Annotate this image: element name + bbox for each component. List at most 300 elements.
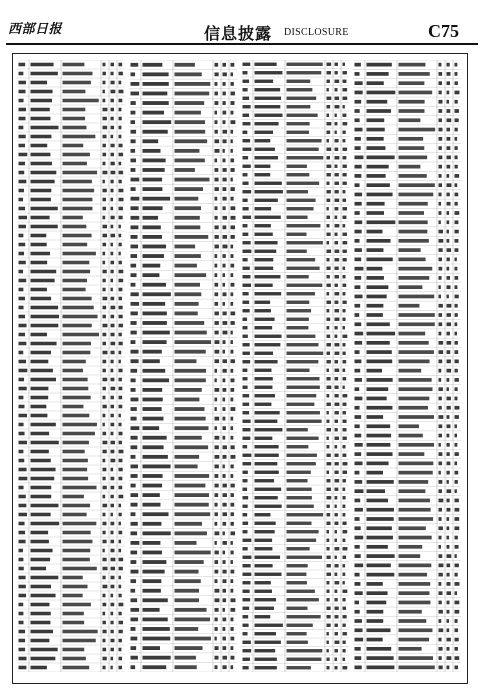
cell-text-mark (223, 321, 228, 325)
cell-text-mark (355, 258, 362, 262)
cell-text-mark (143, 178, 163, 182)
cell-text-mark (287, 454, 317, 457)
cell-text-mark (399, 443, 435, 447)
cell-text-mark (131, 560, 137, 564)
cell-text-mark (255, 148, 275, 151)
cell-text-mark (175, 111, 201, 115)
cell-text-mark (343, 267, 346, 270)
section-title-en: DISCLOSURE (284, 27, 349, 38)
cell-text-mark (243, 522, 249, 525)
cell-text-mark (103, 639, 106, 643)
cell-text-mark (439, 610, 443, 614)
cell-text-mark (367, 360, 393, 364)
cell-text-mark (327, 250, 332, 253)
cell-text-mark (63, 180, 92, 184)
cell-text-mark (455, 387, 458, 391)
cell-text-mark (31, 522, 60, 526)
cell-text-mark (63, 522, 97, 526)
cell-text-mark (327, 165, 332, 168)
cell-text-mark (143, 82, 169, 86)
cell-text-mark (355, 666, 362, 670)
cell-text-mark (243, 479, 248, 482)
cell-text-mark (175, 206, 202, 210)
cell-text-mark (175, 646, 203, 650)
cell-text-mark (175, 637, 211, 641)
cell-text-mark (327, 318, 331, 321)
cell-text-mark (447, 638, 451, 642)
column-cells (241, 60, 349, 672)
cell-text-mark (19, 576, 26, 580)
cell-text-mark (19, 513, 27, 517)
cell-text-mark (355, 313, 360, 317)
cell-text-mark (175, 82, 211, 86)
cell-text-mark (335, 462, 339, 465)
cell-text-mark (455, 610, 460, 614)
cell-text-mark (327, 301, 332, 304)
cell-text-mark (399, 183, 435, 187)
cell-text-mark (367, 118, 385, 122)
cell-text-mark (455, 526, 460, 530)
cell-text-mark (327, 309, 330, 312)
cell-text-mark (355, 156, 364, 160)
cell-text-mark (143, 311, 167, 315)
cell-text-mark (287, 462, 316, 465)
cell-text-mark (399, 480, 429, 484)
cell-text-mark (439, 573, 443, 577)
cell-text-mark (439, 591, 443, 595)
cell-text-mark (19, 81, 26, 85)
cell-text-mark (399, 601, 431, 605)
cell-text-mark (131, 245, 139, 249)
cell-text-mark (231, 292, 234, 296)
cell-text-mark (131, 311, 138, 315)
cell-text-mark (119, 648, 122, 652)
cell-text-mark (343, 403, 347, 406)
cell-text-mark (335, 275, 339, 278)
cell-text-mark (119, 135, 122, 139)
cell-text-mark (335, 139, 339, 142)
cell-text-mark (231, 72, 234, 76)
cell-text-mark (223, 187, 227, 191)
cell-text-mark (367, 582, 383, 586)
cell-text-mark (231, 398, 234, 402)
cell-text-mark (223, 292, 227, 296)
cell-text-mark (327, 88, 329, 91)
cell-text-mark (31, 144, 48, 148)
cell-text-mark (355, 443, 363, 447)
cell-text-mark (31, 648, 58, 652)
cell-text-mark (103, 468, 107, 472)
cell-text-mark (103, 135, 107, 139)
cell-text-mark (343, 114, 347, 117)
cell-text-mark (119, 423, 122, 427)
cell-text-mark (335, 556, 337, 559)
cell-text-mark (455, 174, 460, 178)
cell-text-mark (335, 445, 338, 448)
cell-text-mark (343, 335, 348, 338)
cell-text-mark (287, 615, 321, 618)
cell-text-mark (287, 666, 311, 669)
cell-text-mark (399, 285, 423, 289)
cell-text-mark (287, 173, 310, 176)
cell-text-mark (19, 207, 26, 211)
cell-text-mark (19, 225, 26, 229)
cell-text-mark (355, 322, 362, 326)
cell-text-mark (399, 536, 432, 540)
cell-text-mark (243, 386, 248, 389)
cell-text-mark (355, 471, 360, 475)
cell-text-mark (243, 131, 248, 134)
cell-text-mark (215, 101, 219, 105)
cell-text-mark (143, 484, 163, 488)
cell-text-mark (243, 496, 249, 499)
cell-text-mark (327, 581, 330, 584)
cell-text-mark (111, 468, 114, 472)
cell-text-mark (243, 666, 249, 669)
cell-text-mark (175, 350, 206, 354)
cell-text-mark (63, 279, 87, 283)
cell-text-mark (143, 168, 165, 172)
cell-text-mark (447, 285, 451, 289)
cell-text-mark (343, 666, 348, 669)
cell-text-mark (111, 576, 115, 580)
cell-text-mark (343, 581, 345, 584)
cell-text-mark (439, 220, 441, 224)
cell-text-mark (455, 591, 458, 595)
cell-text-mark (447, 415, 450, 419)
cell-text-mark (455, 267, 458, 271)
cell-text-mark (327, 394, 330, 397)
cell-text-mark (399, 573, 428, 577)
cell-text-mark (367, 91, 396, 95)
cell-text-mark (19, 117, 26, 121)
cell-text-mark (103, 315, 106, 319)
cell-text-mark (111, 432, 114, 436)
cell-text-mark (231, 350, 234, 354)
cell-text-mark (255, 632, 276, 635)
cell-text-mark (215, 598, 220, 602)
cell-text-mark (447, 628, 450, 632)
cell-text-mark (335, 530, 337, 533)
cell-text-mark (119, 351, 122, 355)
cell-text-mark (255, 624, 283, 627)
cell-text-mark (243, 607, 250, 610)
cell-text-mark (287, 139, 322, 142)
cell-text-mark (175, 63, 195, 67)
cell-text-mark (223, 178, 227, 182)
cell-text-mark (143, 455, 168, 459)
cell-text-mark (367, 100, 388, 104)
cell-text-mark (343, 309, 346, 312)
cell-text-mark (367, 554, 395, 558)
cell-text-mark (215, 130, 218, 134)
cell-text-mark (215, 388, 220, 392)
cell-text-mark (19, 549, 24, 553)
cell-text-mark (399, 656, 434, 660)
table-column-1 (17, 60, 125, 672)
cell-text-mark (223, 92, 226, 96)
cell-text-mark (455, 100, 458, 104)
cell-text-mark (231, 82, 234, 86)
cell-text-mark (343, 632, 347, 635)
cell-text-mark (31, 360, 49, 364)
cell-text-mark (175, 560, 204, 564)
cell-text-mark (243, 445, 248, 448)
cell-text-mark (335, 267, 339, 270)
cell-text-mark (355, 591, 363, 595)
cell-text-mark (111, 450, 115, 454)
cell-text-mark (367, 434, 392, 438)
cell-text-mark (143, 359, 160, 363)
cell-text-mark (255, 658, 277, 661)
cell-text-mark (231, 503, 235, 507)
cell-text-mark (335, 63, 338, 66)
cell-text-mark (355, 647, 361, 651)
cell-text-mark (111, 594, 114, 598)
cell-text-mark (255, 284, 273, 287)
cell-text-mark (131, 331, 137, 335)
cell-text-mark (399, 452, 425, 456)
cell-text-mark (335, 666, 338, 669)
cell-text-mark (343, 615, 347, 618)
cell-text-mark (343, 318, 346, 321)
cell-text-mark (103, 432, 107, 436)
cell-text-mark (215, 398, 218, 402)
cell-text-mark (399, 647, 422, 651)
cell-text-mark (215, 292, 219, 296)
cell-text-mark (255, 318, 275, 321)
cell-text-mark (327, 190, 331, 193)
cell-text-mark (355, 128, 363, 132)
cell-text-mark (143, 436, 167, 440)
cell-text-mark (143, 350, 162, 354)
cell-text-mark (143, 560, 167, 564)
cell-text-mark (399, 350, 434, 354)
cell-text-mark (103, 63, 106, 67)
cell-text-mark (31, 216, 50, 220)
cell-text-mark (367, 109, 392, 113)
cell-text-mark (19, 261, 26, 265)
cell-text-mark (231, 254, 234, 258)
cell-text-mark (327, 148, 332, 151)
cell-text-mark (399, 610, 422, 614)
cell-text-mark (215, 254, 218, 258)
cell-text-mark (367, 295, 387, 299)
cell-text-mark (131, 350, 139, 354)
cell-text-mark (343, 71, 347, 74)
cell-text-mark (399, 489, 426, 493)
cell-text-mark (243, 318, 248, 321)
cell-text-mark (287, 649, 323, 652)
cell-text-mark (103, 279, 106, 283)
cell-text-mark (63, 270, 91, 274)
cell-text-mark (231, 579, 234, 583)
cell-text-mark (223, 646, 227, 650)
cell-text-mark (131, 130, 137, 134)
cell-text-mark (19, 360, 27, 364)
cell-text-mark (335, 547, 340, 550)
cell-text-mark (175, 254, 201, 258)
cell-text-mark (355, 480, 363, 484)
cell-text-mark (455, 536, 458, 540)
cell-text-mark (175, 283, 201, 287)
cell-text-mark (119, 288, 123, 292)
cell-text-mark (143, 637, 171, 641)
cell-text-mark (143, 216, 159, 220)
cell-text-mark (231, 436, 234, 440)
cell-text-mark (143, 570, 165, 574)
cell-text-mark (103, 576, 106, 580)
cell-text-mark (367, 656, 394, 660)
cell-text-mark (103, 108, 108, 112)
cell-text-mark (31, 279, 55, 283)
cell-text-mark (143, 417, 164, 421)
cell-text-mark (131, 589, 136, 593)
cell-text-mark (343, 394, 348, 397)
cell-text-mark (455, 341, 458, 345)
cell-text-mark (215, 560, 219, 564)
cell-text-mark (455, 601, 460, 605)
cell-text-mark (255, 369, 272, 372)
cell-text-mark (287, 581, 307, 584)
cell-text-mark (215, 522, 218, 526)
cell-text-mark (355, 536, 364, 540)
cell-text-mark (31, 117, 51, 121)
cell-text-mark (103, 648, 107, 652)
cell-text-mark (327, 420, 330, 423)
cell-text-mark (31, 549, 53, 553)
cell-text-mark (143, 158, 166, 162)
cell-text-mark (119, 414, 121, 418)
newspaper-logo: 西部日报 (8, 22, 63, 37)
cell-text-mark (243, 190, 252, 193)
cell-text-mark (111, 414, 114, 418)
cell-text-mark (455, 350, 459, 354)
cell-text-mark (367, 72, 389, 76)
cell-text-mark (143, 627, 170, 631)
cell-text-mark (175, 464, 198, 468)
cell-text-mark (255, 182, 282, 185)
cell-text-mark (355, 211, 360, 215)
cell-text-mark (255, 326, 273, 329)
cell-text-mark (399, 239, 429, 243)
cell-text-mark (335, 309, 340, 312)
cell-text-mark (63, 369, 84, 373)
cell-text-mark (399, 462, 434, 466)
cell-text-mark (455, 295, 459, 299)
cell-text-mark (231, 111, 234, 115)
cell-text-mark (399, 424, 419, 428)
cell-text-mark (143, 120, 172, 124)
cell-text-mark (231, 197, 234, 201)
cell-text-mark (399, 91, 433, 95)
cell-text-mark (111, 252, 114, 256)
cell-text-mark (439, 526, 443, 530)
cell-text-mark (119, 657, 123, 661)
cell-text-mark (335, 564, 339, 567)
cell-text-mark (243, 233, 249, 236)
cell-text-mark (327, 275, 330, 278)
cell-text-mark (103, 72, 106, 76)
cell-text-mark (447, 146, 451, 150)
cell-text-mark (327, 658, 330, 661)
cell-text-mark (243, 437, 251, 440)
cell-text-mark (143, 283, 166, 287)
cell-text-mark (231, 608, 236, 612)
cell-text-mark (367, 471, 384, 475)
cell-text-mark (455, 239, 459, 243)
cell-text-mark (223, 63, 226, 67)
cell-text-mark (63, 531, 91, 535)
cell-text-mark (119, 144, 123, 148)
cell-text-mark (175, 149, 200, 153)
cell-text-mark (287, 556, 323, 559)
cell-text-mark (131, 273, 137, 277)
cell-text-mark (19, 243, 26, 247)
cell-text-mark (243, 275, 251, 278)
cell-text-mark (243, 207, 249, 210)
cell-text-mark (327, 352, 331, 355)
cell-text-mark (143, 149, 161, 153)
cell-text-mark (19, 108, 27, 112)
cell-text-mark (455, 183, 458, 187)
cell-text-mark (223, 570, 227, 574)
cell-text-mark (119, 522, 121, 526)
cell-text-mark (19, 648, 26, 652)
cell-text-mark (455, 489, 457, 493)
cell-text-mark (175, 359, 197, 363)
cell-text-mark (243, 326, 248, 329)
cell-text-mark (447, 545, 450, 549)
cell-text-mark (103, 153, 107, 157)
cell-text-mark (367, 424, 391, 428)
cell-text-mark (103, 423, 105, 427)
cell-text-mark (343, 573, 346, 576)
cell-text-mark (63, 351, 91, 355)
cell-text-mark (31, 189, 52, 193)
cell-text-mark (287, 258, 316, 261)
cell-text-mark (131, 541, 140, 545)
cell-text-mark (335, 454, 339, 457)
cell-text-mark (343, 462, 348, 465)
cell-text-mark (103, 459, 106, 463)
cell-text-mark (215, 608, 219, 612)
cell-text-mark (63, 387, 89, 391)
cell-text-mark (103, 540, 107, 544)
cell-text-mark (111, 378, 115, 382)
cell-text-mark (335, 131, 337, 134)
cell-text-mark (111, 387, 116, 391)
cell-text-mark (243, 556, 252, 559)
cell-text-mark (231, 417, 234, 421)
table-column-3 (241, 60, 349, 672)
cell-text-mark (31, 441, 59, 445)
cell-text-mark (335, 148, 339, 151)
cell-text-mark (243, 658, 250, 661)
cell-text-mark (343, 190, 346, 193)
cell-text-mark (367, 258, 393, 262)
cell-text-mark (255, 530, 275, 533)
cell-text-mark (103, 522, 107, 526)
cell-text-mark (31, 603, 50, 607)
cell-text-mark (63, 405, 84, 409)
cell-text-mark (447, 313, 451, 317)
cell-text-mark (231, 589, 234, 593)
cell-text-mark (31, 405, 47, 409)
cell-text-mark (355, 72, 360, 76)
cell-text-mark (19, 585, 26, 589)
cell-text-mark (335, 165, 338, 168)
